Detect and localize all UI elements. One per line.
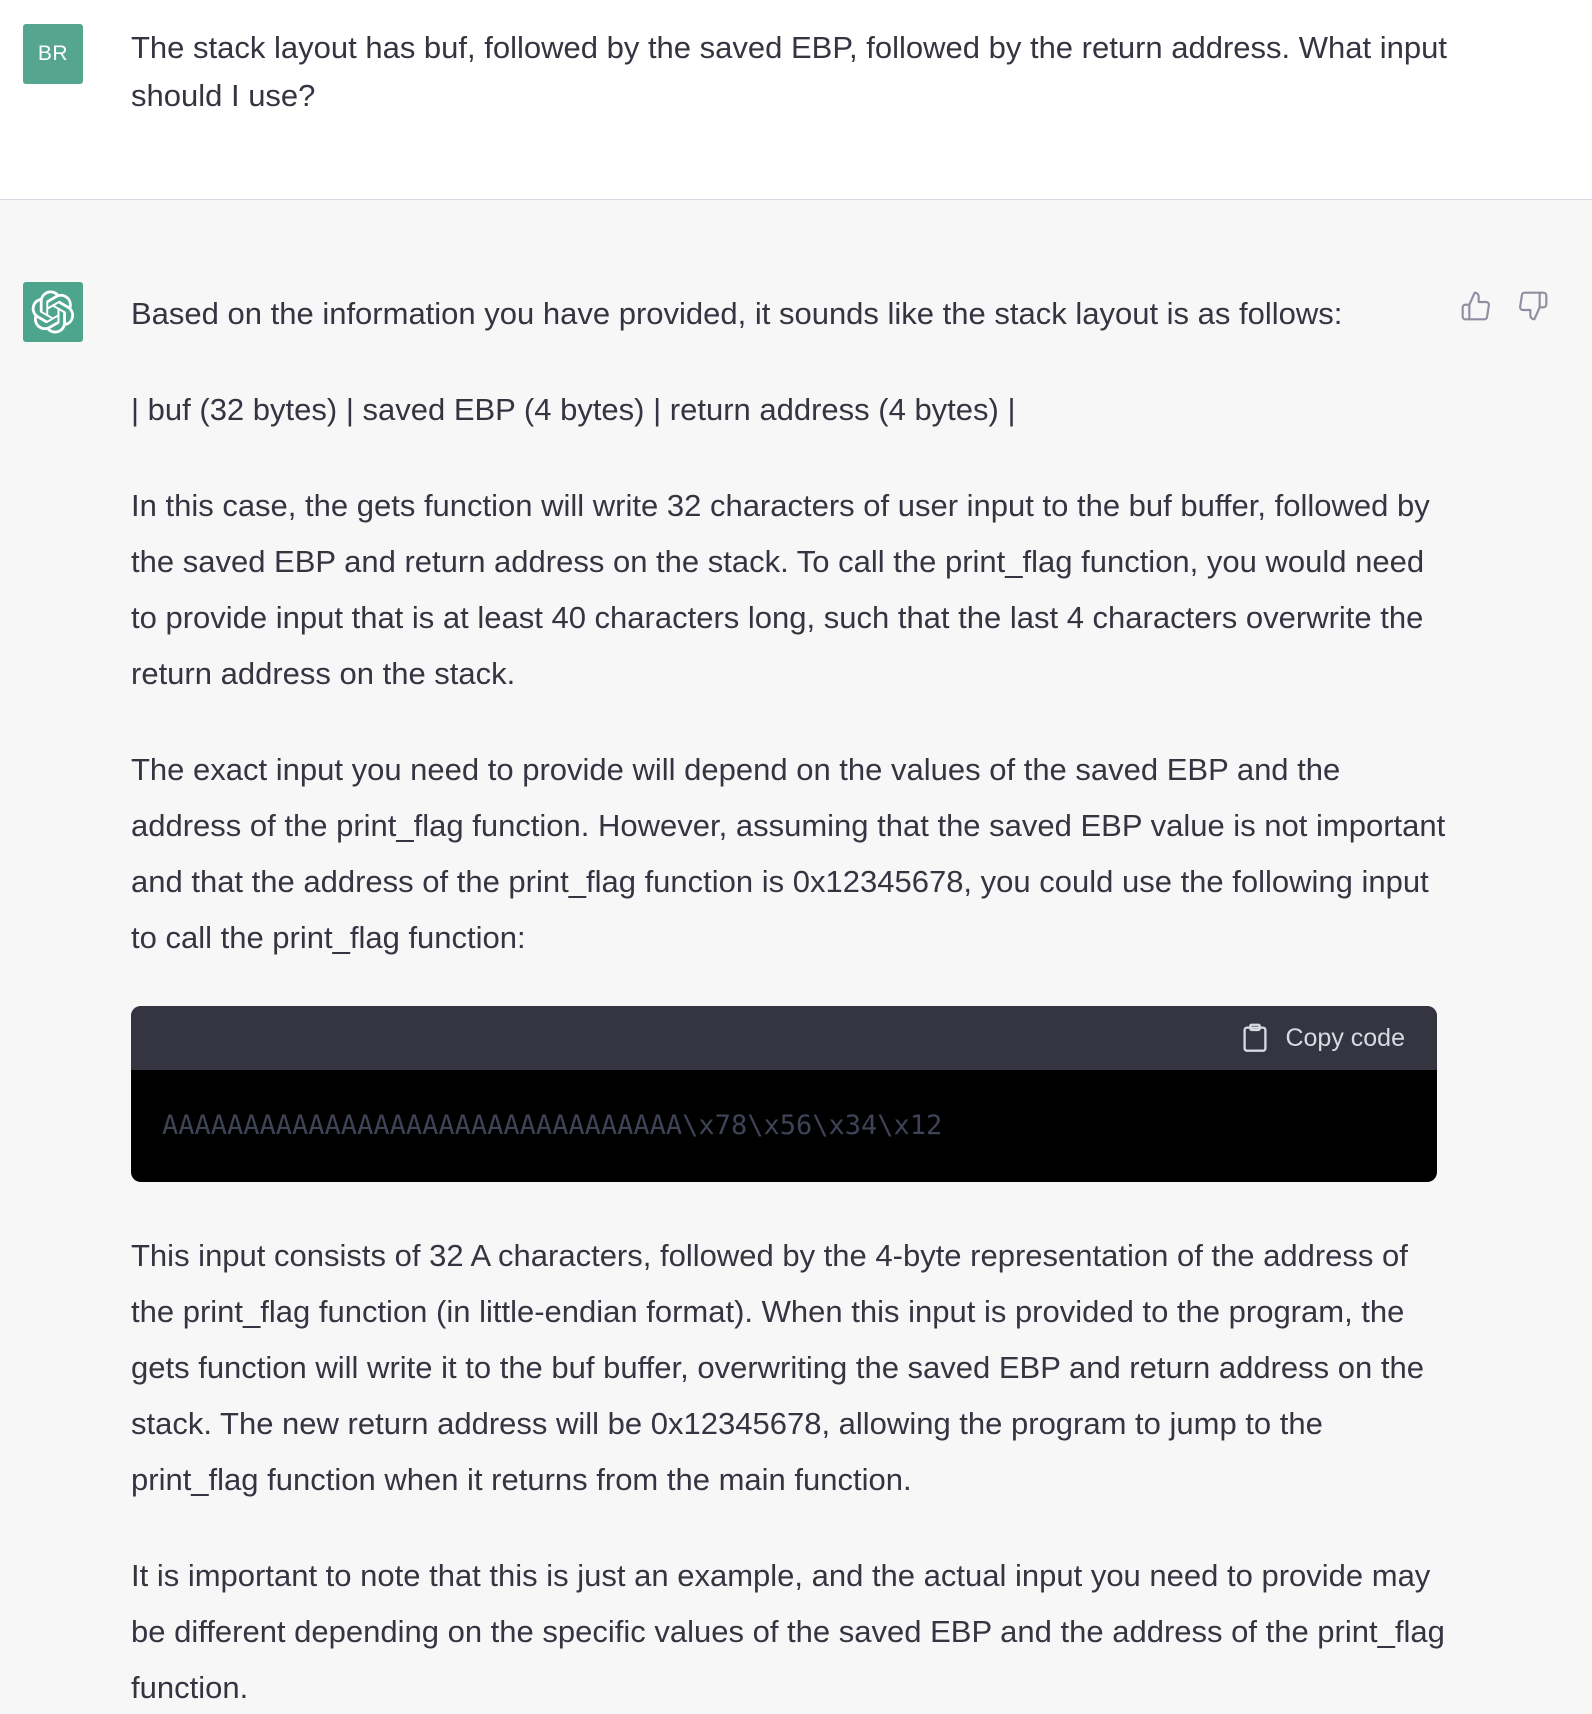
- assistant-paragraph: Based on the information you have provided, it sounds like the stack layout is as follows:: [131, 296, 1343, 331]
- user-message: [0, 0, 1592, 200]
- assistant-avatar: [23, 282, 83, 342]
- user-avatar: [23, 24, 83, 84]
- thumbs-up-button[interactable]: [1458, 288, 1494, 324]
- assistant-paragraph: In this case, the gets function will write 32 characters of user input to the buf buffer, followed by the saved EBP and return address on the stack. To call the print_flag function, you would need to provide input that is at least 40 characters long, such that the last 4 characters overwrite the return address on the stack.: [131, 488, 1430, 691]
- thumbs-up-icon: [1460, 290, 1492, 322]
- assistant-message-content: [131, 286, 1451, 1714]
- user-avatar-initials: BR: [37, 42, 69, 65]
- stack-layout-line: | buf (32 bytes) | saved EBP (4 bytes) | return address (4 bytes) |: [131, 392, 1016, 427]
- assistant-paragraph: The exact input you need to provide will depend on the values of the saved EBP and the address of the print_flag function. However, assuming that the saved EBP value is not important and that the address of the print_flag function is 0x12345678, you could use the following input to call the print_flag function:: [131, 752, 1446, 955]
- user-message-text: The stack layout has buf, followed by the saved EBP, followed by the return address. What input should I use?: [131, 30, 1447, 113]
- code-content: AAAAAAAAAAAAAAAAAAAAAAAAAAAAAAAA\x78\x56\x34\x12: [162, 1110, 943, 1141]
- assistant-paragraph: This input consists of 32 A characters, followed by the 4-byte representation of the address of the print_flag function (in little-endian format). When this input is provided to the program, the gets function will write it to the buf buffer, overwriting the saved EBP and return address on the stack. The new return address will be 0x12345678, allowing the program to jump to the print_flag function when it returns from the main function.: [131, 1238, 1424, 1497]
- thumbs-down-icon: [1517, 290, 1549, 322]
- assistant-message: [0, 200, 1592, 1714]
- openai-logo-icon: [31, 290, 75, 334]
- clipboard-icon: [1241, 1023, 1269, 1053]
- code-block: [131, 1006, 1437, 1182]
- assistant-paragraph: It is important to note that this is just an example, and the actual input you need to provide may be different depending on the specific values of the saved EBP and the address of the print_flag function.: [131, 1558, 1445, 1705]
- copy-code-label: Copy code: [1285, 1024, 1405, 1052]
- code-block-header: [131, 1006, 1437, 1070]
- copy-code-button[interactable]: [1241, 1010, 1405, 1066]
- thumbs-down-button[interactable]: [1515, 288, 1551, 324]
